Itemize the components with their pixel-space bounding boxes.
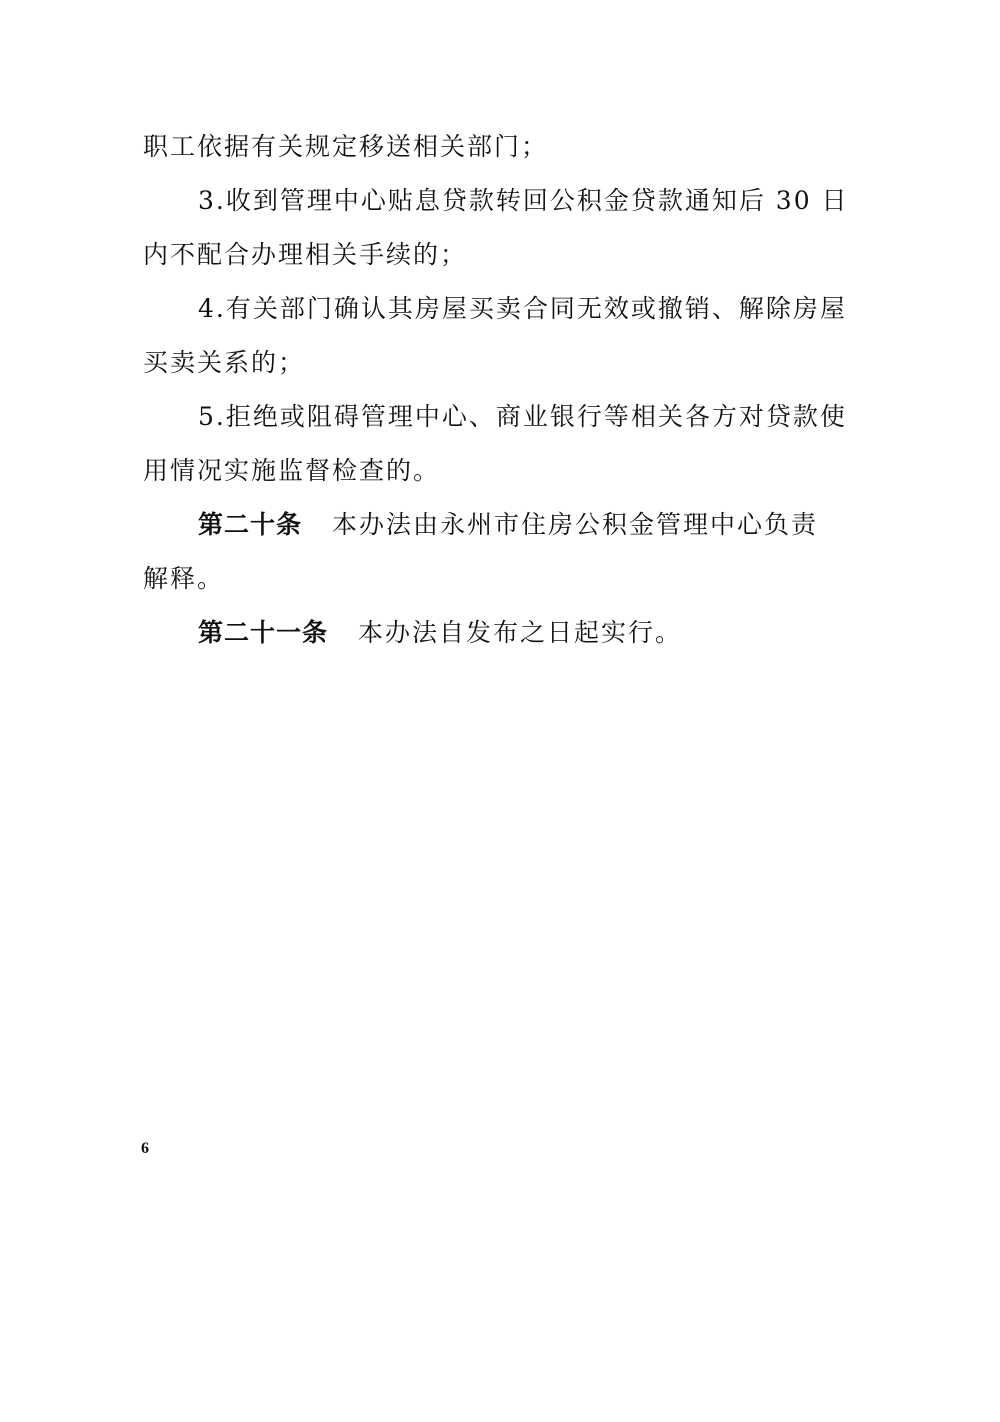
article-20 bbox=[143, 498, 863, 552]
page-number: 6 bbox=[141, 1140, 149, 1157]
list-item-5: 5.拒绝或阻碍管理中心、商业银行等相关各方对贷款使 bbox=[198, 402, 847, 431]
list-item-3: 3.收到管理中心贴息贷款转回公积金贷款通知后 30 日 bbox=[198, 186, 849, 215]
article-21-label: 第二十一条 bbox=[198, 618, 329, 647]
text-line: 用情况实施监督检查的。 bbox=[143, 456, 441, 485]
article-20-label: 第二十条 bbox=[198, 510, 303, 539]
text-line: 内不配合办理相关手续的； bbox=[143, 240, 468, 269]
article-21-text: 本办法自发布之日起实行。 bbox=[358, 618, 683, 647]
text-line: 职工依据有关规定移送相关部门； bbox=[143, 132, 549, 161]
article-21 bbox=[143, 606, 863, 660]
text-line: 买卖关系的； bbox=[143, 348, 306, 377]
article-20-text: 本办法由永州市住房公积金管理中心负责 bbox=[332, 510, 819, 539]
list-item-4: 4.有关部门确认其房屋买卖合同无效或撤销、解除房屋 bbox=[198, 294, 847, 323]
article-20-continuation: 解释。 bbox=[143, 564, 225, 593]
document-body bbox=[143, 120, 863, 660]
